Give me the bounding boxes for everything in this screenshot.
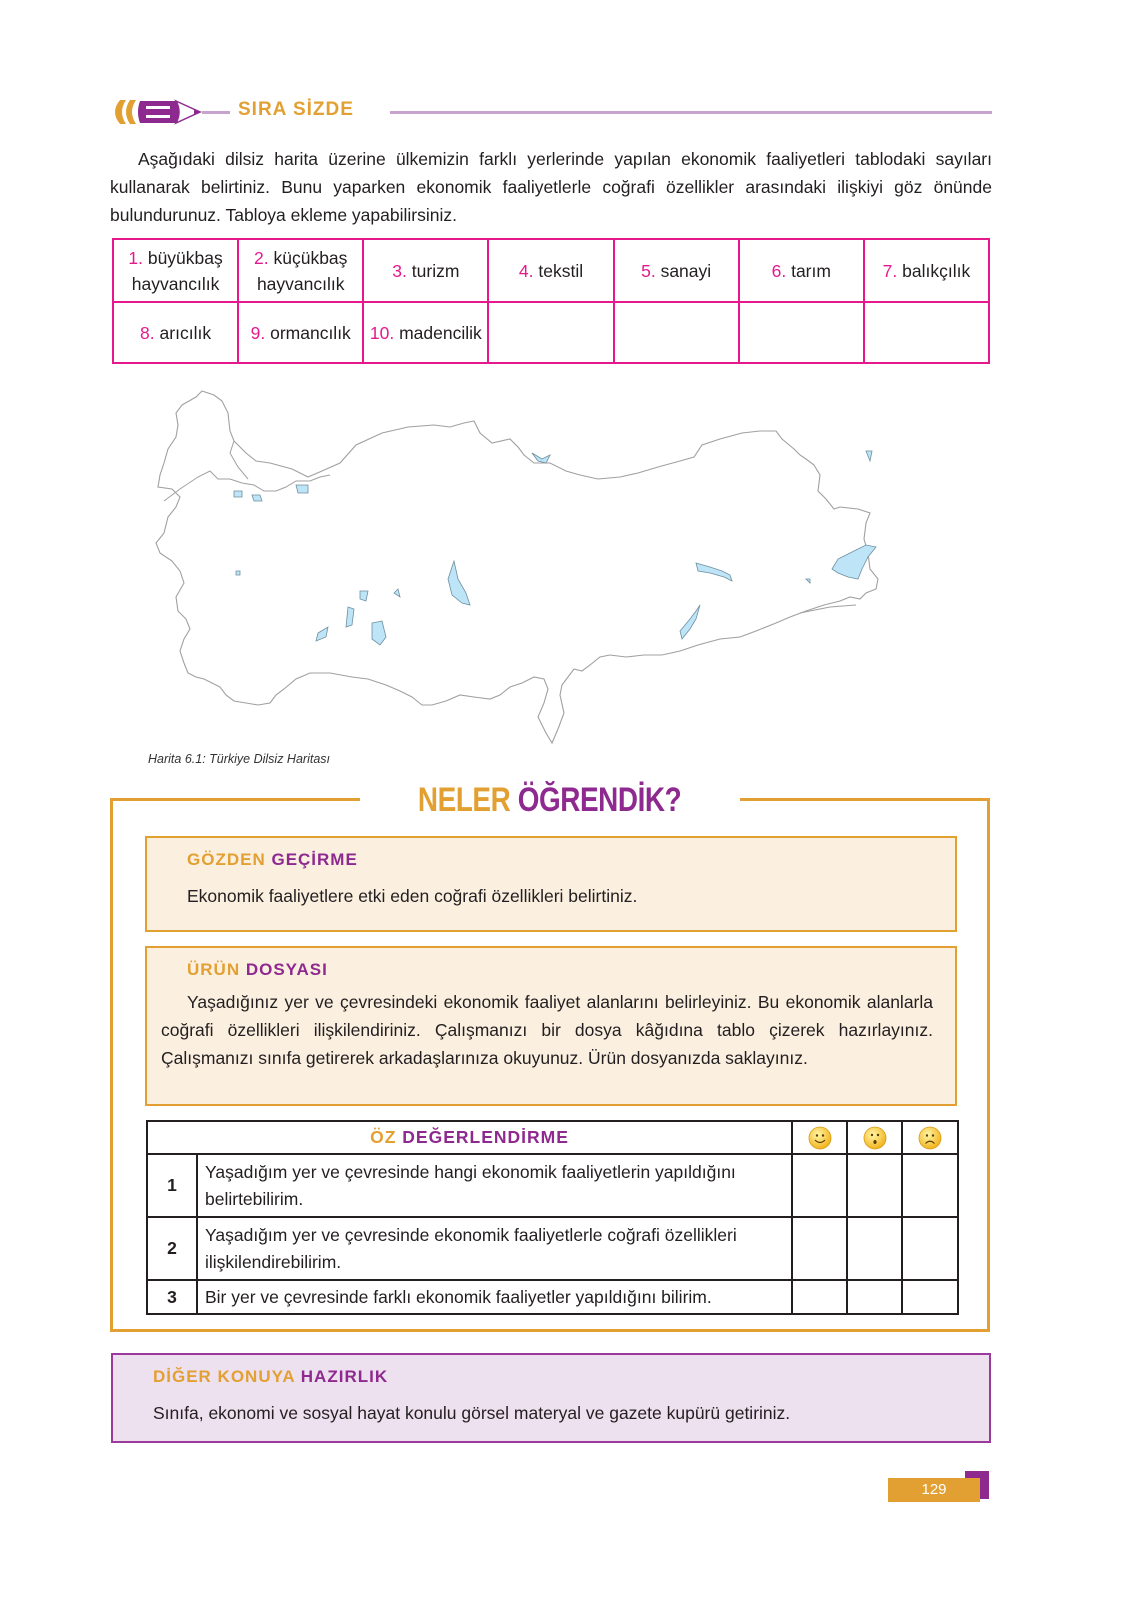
activity-cell: 2. küçükbaş hayvancılık <box>238 239 363 302</box>
urun-dosyasi-title: ÜRÜN DOSYASI <box>187 960 328 979</box>
activity-cell: 10. madencilik <box>363 302 488 363</box>
lake-manyas <box>252 495 262 501</box>
eval-checkbox-happy[interactable] <box>792 1217 847 1280</box>
map-caption: Harita 6.1: Türkiye Dilsiz Haritası <box>148 752 330 766</box>
activities-row <box>113 239 989 302</box>
smiley-surprised-icon <box>863 1126 887 1150</box>
diger-konuya-hazirlik-panel <box>111 1353 991 1443</box>
eval-row: 3 Bir yer ve çevresinde farklı ekonomik faaliyetler yapıldığını bilirim. <box>147 1280 958 1314</box>
lake-uluabat <box>234 491 242 497</box>
eval-checkbox-sad[interactable] <box>902 1280 958 1314</box>
eval-row: 1 Yaşadığım yer ve çevresinde hangi ekonomik faaliyetlerin yapıldığını belirtebilirim. <box>147 1154 958 1217</box>
empty-activity-cell[interactable] <box>488 302 613 363</box>
lake-cildir <box>866 451 872 461</box>
intro-paragraph <box>110 145 992 229</box>
empty-activity-cell[interactable] <box>864 302 989 363</box>
activity-cell: 1. büyükbaş hayvancılık <box>113 239 238 302</box>
eval-header-row <box>147 1121 958 1154</box>
gozden-gecirme-panel <box>145 836 957 932</box>
activity-cell: 4. tekstil <box>488 239 613 302</box>
eval-checkbox-sad[interactable] <box>902 1154 958 1217</box>
activity-cell: 5. sanayi <box>614 239 739 302</box>
header-rule <box>390 111 992 114</box>
diger-konuya-title: DİĞER KONUYA HAZIRLIK <box>153 1367 389 1386</box>
smiley-sad-icon <box>918 1126 942 1150</box>
lake-hirfanli-dam <box>532 453 550 463</box>
sira-sizde-title: SIRA SİZDE <box>238 99 354 120</box>
urun-dosyasi-text: Yaşadığınız yer ve çevresindeki ekonomik faaliyet alanlarını belirleyiniz. Bu ekonomik alanlarla coğrafi özellikleri ilişkilendiriniz. Çalışmanızı bir dosya kâğıdına tablo çizerek hazırlayınız. Çalışmanızı sınıfa getirerek arkadaşlarınıza okuyunuz. Ürün dosyanızda saklayınız. <box>161 992 933 1068</box>
intro-text: Aşağıdaki dilsiz harita üzerine ülkemizin farklı yerlerinde yapılan ekonomik faaliyetleri tablodaki sayıları kullanarak belirtiniz. Bunu yaparken ekonomik faaliyetlerle coğrafi özellikler arasındaki ilişkiyi göz önünde bulundurunuz. Tabloya ekleme yapabilirsiniz. <box>110 149 992 225</box>
gozden-gecirme-title: GÖZDEN GEÇİRME <box>187 850 358 869</box>
eval-row: 2 Yaşadığım yer ve çevresinde ekonomik faaliyetlerle coğrafi özellikleri ilişkilendirebilirim. <box>147 1217 958 1280</box>
activity-cell: 7. balıkçılık <box>864 239 989 302</box>
diger-konuya-text: Sınıfa, ekonomi ve sosyal hayat konulu görsel materyal ve gazete kupürü getiriniz. <box>153 1403 791 1423</box>
smiley-happy-icon <box>808 1126 832 1150</box>
country-outline <box>156 391 878 743</box>
activities-row <box>113 302 989 363</box>
activity-cell: 6. tarım <box>739 239 864 302</box>
sira-sizde-header <box>110 96 992 128</box>
eval-title: ÖZ DEĞERLENDİRME <box>147 1121 792 1154</box>
lake-sapanca <box>296 485 308 493</box>
eval-checkbox-happy[interactable] <box>792 1154 847 1217</box>
pencil-icon <box>110 96 230 128</box>
eval-checkbox-neutral[interactable] <box>847 1280 902 1314</box>
eval-checkbox-neutral[interactable] <box>847 1154 902 1217</box>
turkey-blank-map <box>150 383 950 755</box>
urun-dosyasi-panel <box>145 946 957 1106</box>
activity-cell: 9. ormancılık <box>238 302 363 363</box>
empty-activity-cell[interactable] <box>614 302 739 363</box>
eval-checkbox-neutral[interactable] <box>847 1217 902 1280</box>
activity-cell: 3. turizm <box>363 239 488 302</box>
lake-small-1 <box>236 571 240 575</box>
empty-activity-cell[interactable] <box>739 302 864 363</box>
eval-checkbox-happy[interactable] <box>792 1280 847 1314</box>
gozden-gecirme-text: Ekonomik faaliyetlere etki eden coğrafi özellikleri belirtiniz. <box>187 886 638 906</box>
activity-cell: 8. arıcılık <box>113 302 238 363</box>
self-evaluation-table <box>146 1120 959 1315</box>
neler-ogrendik-title: NELER ÖĞRENDİK? <box>360 780 740 820</box>
activities-table <box>112 238 990 364</box>
page-number: 129 <box>888 1478 980 1502</box>
eval-checkbox-sad[interactable] <box>902 1217 958 1280</box>
